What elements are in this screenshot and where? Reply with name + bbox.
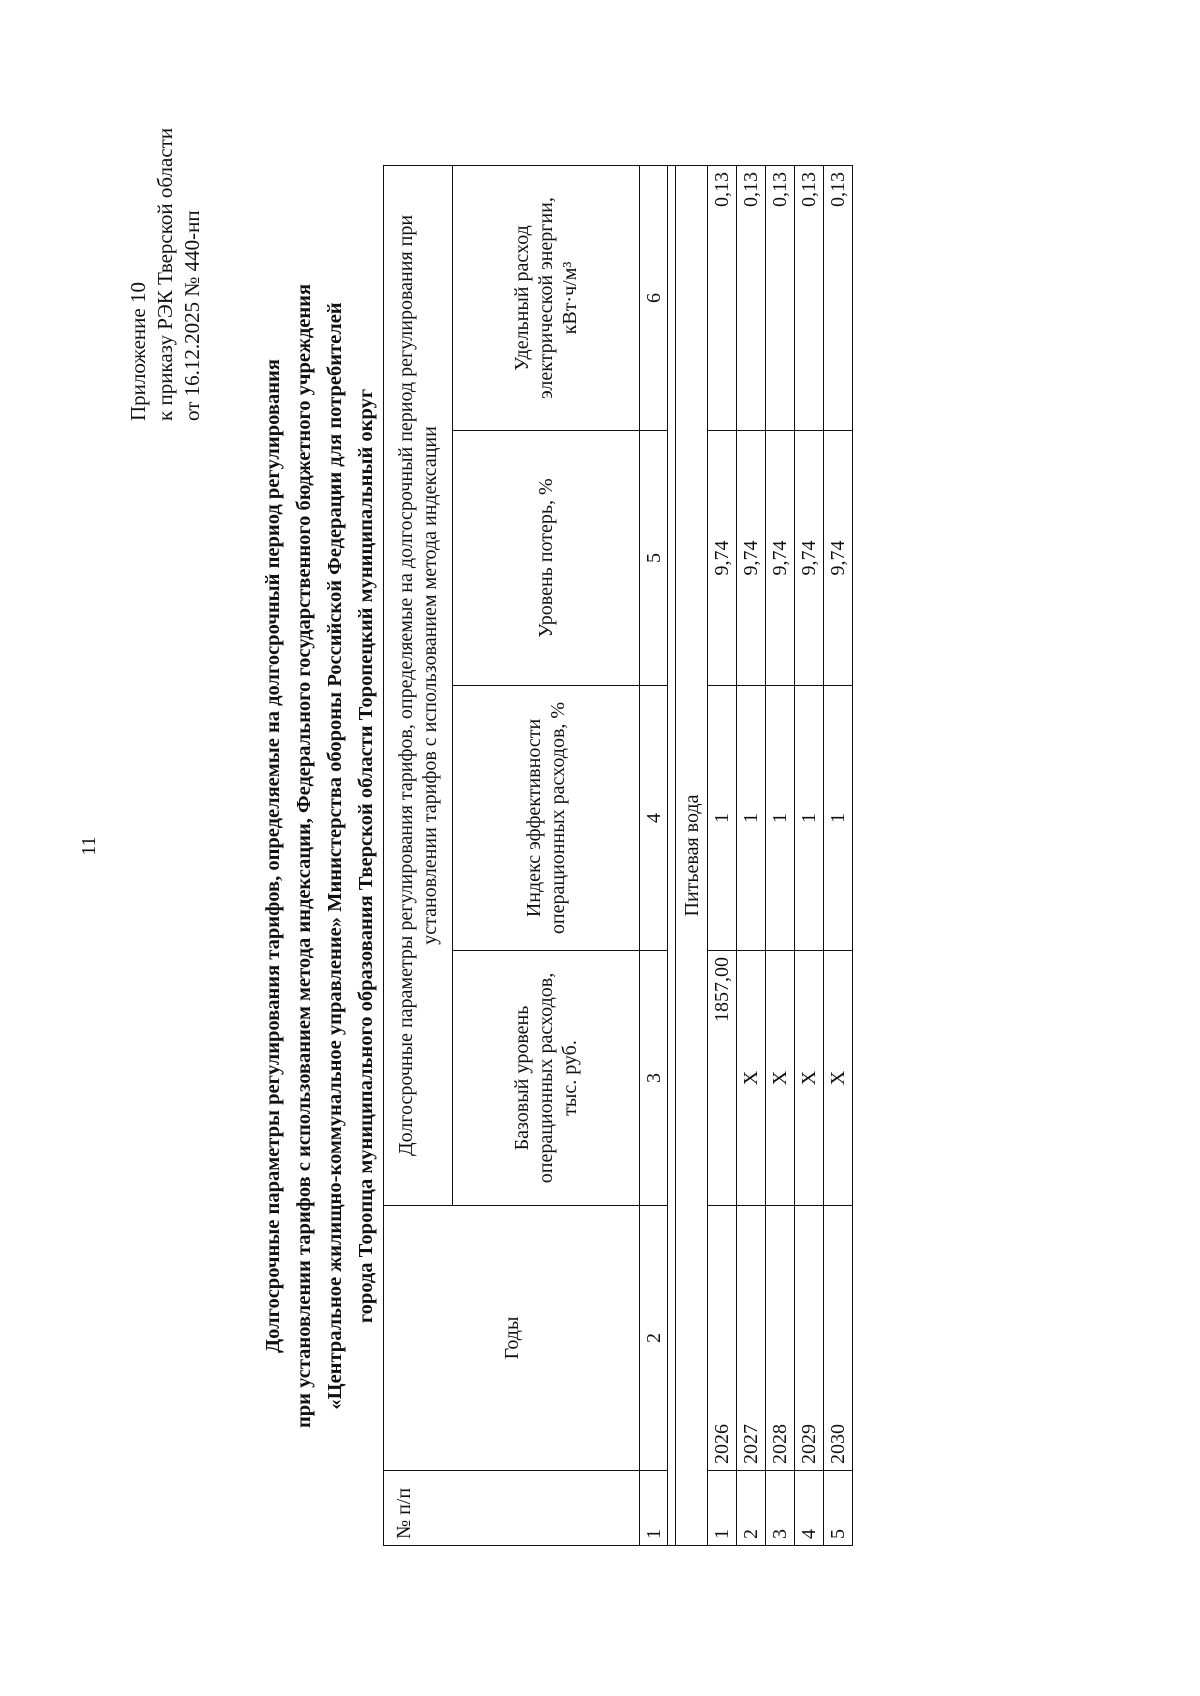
row-energy: 0,13: [824, 165, 853, 430]
row-losses: 9,74: [795, 431, 824, 686]
row-no: 5: [824, 1471, 853, 1546]
title-line-4: города Торопца муниципального образования Тверской области Торопецкий муниципальный округ: [355, 388, 377, 1324]
row-no: 4: [795, 1471, 824, 1546]
section-drinking-water: Питьевая вода: [676, 165, 708, 1545]
column-number: 4: [640, 686, 668, 951]
column-number: 3: [640, 951, 668, 1206]
table-row: [737, 165, 766, 1545]
table-row: [766, 165, 795, 1545]
title-line-3: «Центральное жилищно-коммунальное управление» Министерства обороны Российской Федерации для потребителей: [324, 302, 346, 1410]
row-base-opex: X: [737, 951, 766, 1206]
row-losses: 9,74: [824, 431, 853, 686]
row-efficiency-index: 1: [824, 686, 853, 951]
row-efficiency-index: 1: [795, 686, 824, 951]
row-efficiency-index: 1: [766, 686, 795, 951]
column-numbers-row: [640, 165, 668, 1545]
row-energy: 0,13: [766, 165, 795, 430]
table-header-row: [384, 165, 453, 1545]
appendix-line-2: к приказу РЭК Тверской области: [153, 127, 177, 421]
column-number: 1: [640, 1471, 668, 1546]
row-efficiency-index: 1: [737, 686, 766, 951]
column-number: 6: [640, 165, 668, 430]
row-year: 2028: [766, 1206, 795, 1471]
spacer-cell: [668, 165, 676, 1545]
row-base-opex: 1857,00: [708, 951, 737, 1206]
table-row: [795, 165, 824, 1545]
row-base-opex: X: [824, 951, 853, 1206]
row-losses: 9,74: [737, 431, 766, 686]
row-energy: 0,13: [795, 165, 824, 430]
row-efficiency-index: 1: [708, 686, 737, 951]
appendix-reference: [125, 128, 206, 421]
title-line-2: при установлении тарифов с использованием метода индексации, Федерального государственного бюджетного учреждения: [293, 283, 315, 1429]
document-title: [258, 191, 382, 1521]
appendix-line-1: Приложение 10: [126, 282, 150, 421]
row-year: 2029: [795, 1206, 824, 1471]
row-losses: 9,74: [766, 431, 795, 686]
header-no: № п/п: [384, 1471, 640, 1546]
header-energy: Удельный расход электрической энергии, кВт·ч/м³: [453, 165, 640, 430]
row-energy: 0,13: [708, 165, 737, 430]
table-row: [708, 165, 737, 1545]
column-number: 5: [640, 431, 668, 686]
page-number: 11: [78, 836, 100, 856]
header-years: Годы: [384, 1206, 640, 1471]
row-year: 2030: [824, 1206, 853, 1471]
spacer-row: [668, 165, 676, 1545]
row-losses: 9,74: [708, 431, 737, 686]
header-base-opex: Базовый уровень операционных расходов, тыс. руб.: [453, 951, 640, 1206]
header-group: Долгосрочные параметры регулирования тарифов, определяемые на долгосрочный период регулирования при установлении тарифов с использованием метода индексации: [384, 165, 453, 1205]
row-base-opex: X: [766, 951, 795, 1206]
header-losses: Уровень потерь, %: [453, 431, 640, 686]
row-base-opex: X: [795, 951, 824, 1206]
row-no: 1: [708, 1471, 737, 1546]
row-year: 2026: [708, 1206, 737, 1471]
row-no: 3: [766, 1471, 795, 1546]
parameters-table: [383, 165, 853, 1546]
row-energy: 0,13: [737, 165, 766, 430]
row-no: 2: [737, 1471, 766, 1546]
column-number: 2: [640, 1206, 668, 1471]
title-line-1: Долгосрочные параметры регулирования тарифов, определяемые на долгосрочный период регулирования: [262, 359, 284, 1353]
header-efficiency-index: Индекс эффективности операционных расходов, %: [453, 686, 640, 951]
section-row: [676, 165, 708, 1545]
table-row: [824, 165, 853, 1545]
row-year: 2027: [737, 1206, 766, 1471]
appendix-line-3: от 16.12.2025 № 440-нп: [180, 210, 204, 421]
